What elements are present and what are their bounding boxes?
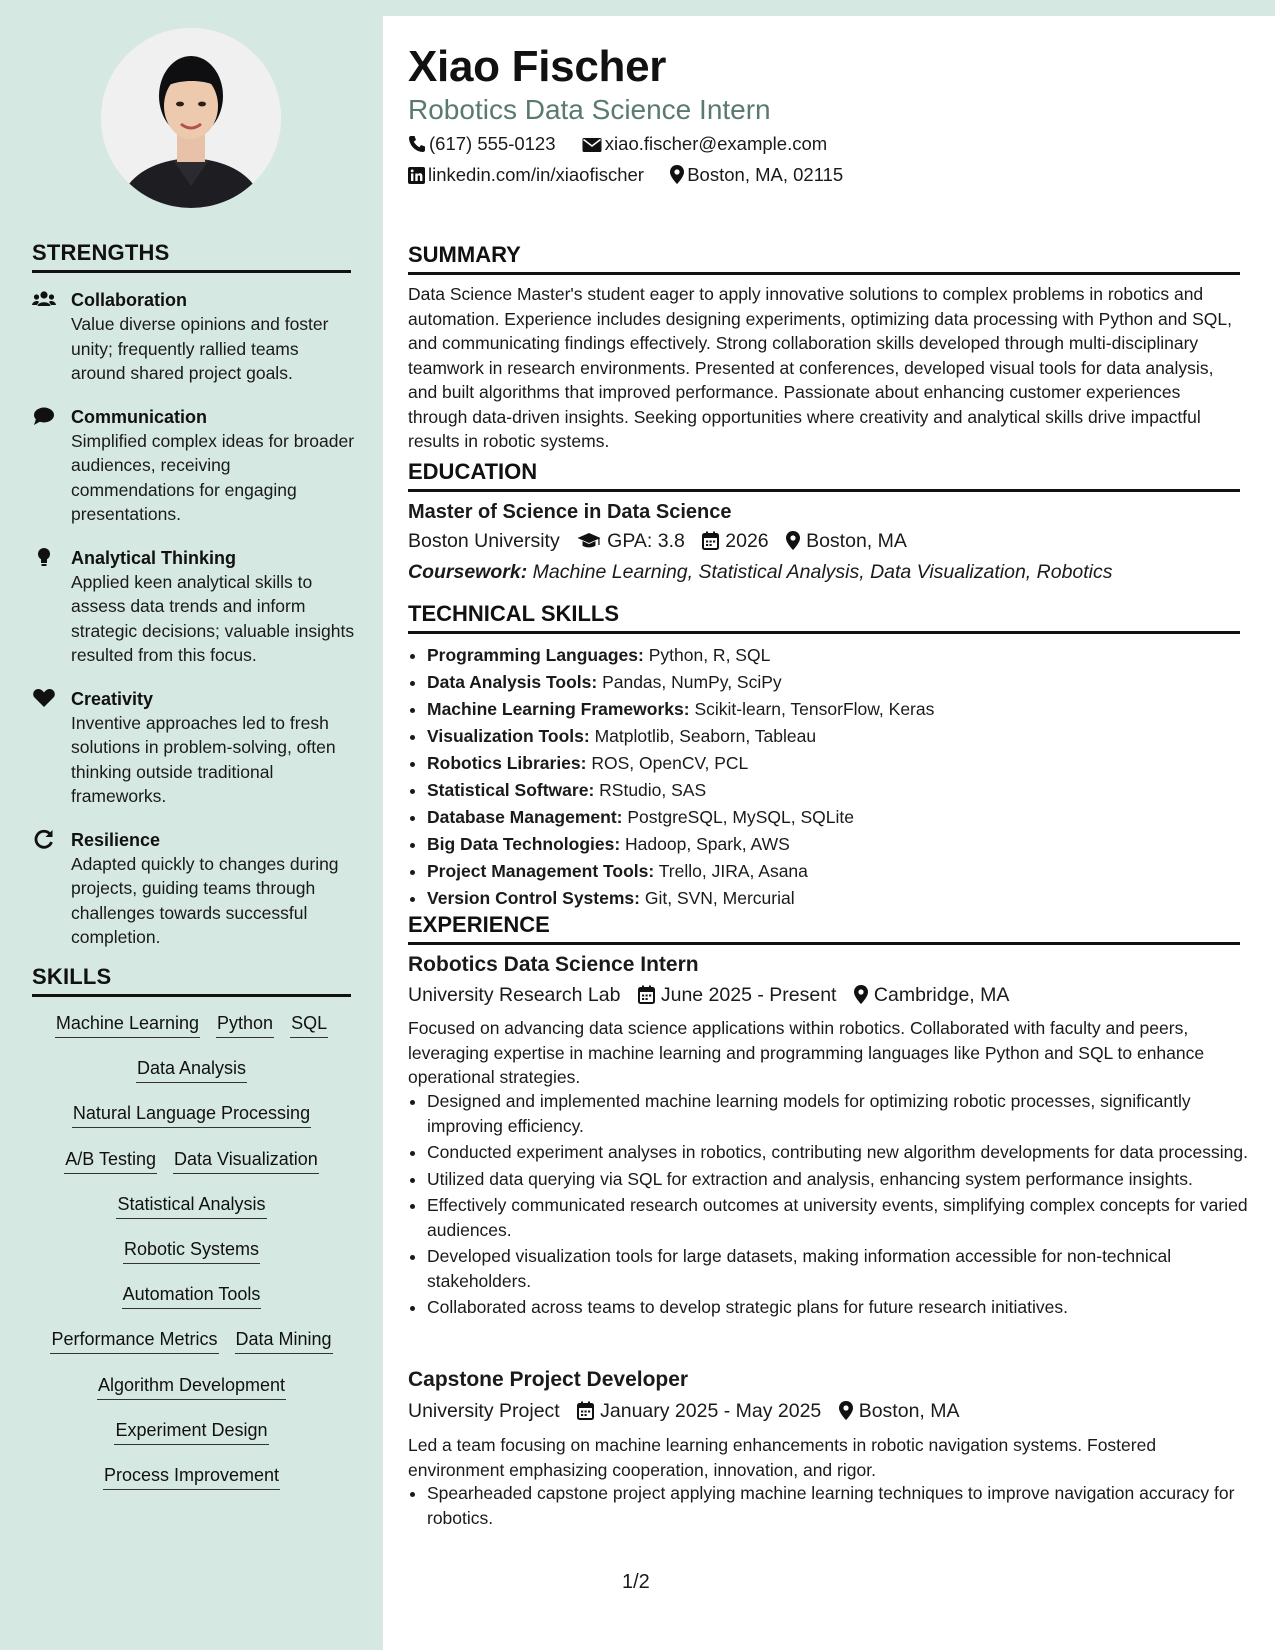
summary-text: Data Science Master's student eager to apply innovative solutions to complex problems in robotics and automation. Experience includes designing experiments, optimizing data processing with Python and SQL, and communicating findings effectively. Strong collaboration skills developed through multi-disciplinary teamwork in research environments. Presented at conferences, developed visual tools for data analysis, and built algorithms that improved performance. Passionate about enhancing customer experiences through data-driven insights. Seeking opportunities where creativity and analytical skills drive impactful results in robotic systems. (408, 284, 1232, 451)
skill-row (20, 1328, 363, 1373)
skill-tag: Data Mining (235, 1328, 333, 1354)
page-number: 1/2 (622, 1571, 650, 1593)
list-item: • Developed visualization tools for large datasets, making information accessible for non-technical stakeholders. (427, 1244, 1257, 1293)
strength-title: Resilience (71, 829, 161, 850)
skill-value: Matplotlib, Seaborn, Tableau (594, 726, 817, 746)
skill-tag: Natural Language Processing (72, 1102, 311, 1128)
skill-row (20, 1464, 363, 1509)
list-item (427, 696, 1257, 723)
skill-label: Data Analysis Tools: (427, 672, 598, 692)
contact-row-2 (408, 164, 843, 189)
skill-row (20, 1012, 363, 1057)
linkedin-icon (408, 167, 425, 189)
location-text: Boston, MA, 02115 (687, 164, 844, 185)
sidebar (0, 0, 383, 1650)
job-meta (408, 984, 1009, 1010)
skill-tag: Data Visualization (173, 1148, 319, 1174)
calendar-icon (577, 1401, 594, 1426)
list-item (427, 831, 1257, 858)
refresh-icon (32, 829, 56, 849)
strength-desc: Adapted quickly to changes during projects, guiding teams through challenges towards successful completion. (71, 853, 339, 947)
job-meta (408, 1400, 960, 1426)
strength-item (32, 828, 357, 950)
skill-value: Hadoop, Spark, AWS (625, 834, 790, 854)
skill-tag: Machine Learning (55, 1012, 200, 1038)
users-icon (32, 289, 56, 309)
school-location: Boston, MA (806, 530, 907, 552)
strength-title: Collaboration (71, 290, 187, 310)
linkedin-text[interactable]: linkedin.com/in/xiaofischer (428, 164, 644, 185)
skill-label: Visualization Tools: (427, 726, 590, 746)
list-item: • Conducted experiment analyses in robotics, contributing new algorithm developments for data processing. (427, 1140, 1257, 1165)
coursework-list: Machine Learning, Statistical Analysis, Data Visualization, Robotics (532, 561, 1113, 583)
job-title: Capstone Project Developer (408, 1368, 689, 1391)
skill-tag: Data Analysis (136, 1057, 247, 1083)
job-summary: Led a team focusing on machine learning enhancements in robotic navigation systems. Fostered environment emphasizing cooperation, innovation, and rigor. (408, 1435, 1157, 1480)
list-item (427, 885, 1257, 912)
skill-label: Big Data Technologies: (427, 834, 621, 854)
strength-item (32, 687, 357, 809)
candidate-name: Xiao Fischer (408, 42, 667, 91)
strength-title: Analytical Thinking (71, 547, 237, 568)
list-item (427, 642, 1257, 669)
skill-label: Project Management Tools: (427, 861, 655, 881)
list-item (427, 804, 1257, 831)
job-org: University Research Lab (408, 984, 621, 1006)
list-item: • Spearheaded capstone project applying machine learning techniques to improve navigation accuracy for robotics. (427, 1481, 1257, 1530)
strength-desc: Inventive approaches led to fresh solutions in problem-solving, often thinking outside traditional frameworks. (71, 712, 336, 806)
candidate-role: Robotics Data Science Intern (408, 94, 771, 125)
skill-row (20, 1374, 363, 1419)
experience-heading: EXPERIENCE (408, 912, 1240, 945)
list-item: • Designed and implemented machine learning models for optimizing robotic processes, significantly improving efficiency. (427, 1089, 1257, 1138)
skill-tag: Python (216, 1012, 274, 1038)
skill-label: Machine Learning Frameworks: (427, 699, 690, 719)
skill-value: Pandas, NumPy, SciPy (602, 672, 782, 692)
list-item (427, 669, 1257, 696)
skills-heading: SKILLS (32, 964, 351, 997)
coursework (408, 561, 1113, 584)
graduation-cap-icon (577, 532, 601, 556)
skill-row (20, 1238, 363, 1283)
main-content (383, 16, 1275, 1650)
phone-icon (408, 135, 426, 158)
skill-value: RStudio, SAS (599, 780, 707, 800)
strength-desc: Simplified complex ideas for broader audiences, receiving commendations for engaging presentations. (71, 430, 355, 524)
summary-heading: SUMMARY (408, 242, 1240, 275)
skill-value: PostgreSQL, MySQL, SQLite (627, 807, 854, 827)
comment-icon (32, 406, 56, 426)
skill-tag: Automation Tools (122, 1283, 262, 1309)
contact-row-1 (408, 133, 827, 158)
list-item (427, 777, 1257, 804)
technical-skills-list (408, 642, 1257, 912)
map-pin-icon (786, 531, 800, 556)
strength-desc: Value diverse opinions and foster unity; frequently rallied teams around shared project goals. (71, 314, 329, 383)
skill-value: Scikit-learn, TensorFlow, Keras (694, 699, 935, 719)
skill-tag: A/B Testing (64, 1148, 157, 1174)
skill-row (20, 1193, 363, 1238)
map-pin-icon (839, 1401, 853, 1426)
skill-tag: Robotic Systems (123, 1238, 260, 1264)
strength-title: Communication (71, 406, 208, 427)
gpa: GPA: 3.8 (607, 530, 685, 552)
job-bullets (408, 1481, 1257, 1532)
strength-item (32, 546, 357, 668)
phone-text: (617) 555-0123 (429, 133, 556, 154)
job-org: University Project (408, 1400, 560, 1422)
skill-value: Trello, JIRA, Asana (658, 861, 808, 881)
skill-tag: Statistical Analysis (116, 1193, 266, 1219)
skills-tags (20, 1012, 363, 1509)
map-pin-icon (854, 985, 868, 1010)
technical-skills-heading: TECHNICAL SKILLS (408, 601, 1240, 634)
list-item (427, 723, 1257, 750)
email-text[interactable]: xiao.fischer@example.com (604, 133, 828, 154)
skill-label: Robotics Libraries: (427, 753, 587, 773)
coursework-label: Coursework: (408, 561, 528, 583)
skill-row (20, 1419, 363, 1464)
skill-tag: Experiment Design (114, 1419, 268, 1445)
job-summary: Focused on advancing data science applications within robotics. Collaborated with faculty and peers, leveraging expertise in machine learning and programming languages like Python and SQL to enhance operational strategies. (408, 1018, 1205, 1087)
skill-row (20, 1283, 363, 1328)
skill-label: Database Management: (427, 807, 623, 827)
heart-icon (32, 688, 56, 708)
school-name: Boston University (408, 530, 560, 552)
list-item: • Utilized data querying via SQL for extraction and analysis, enhancing system performance insights. (427, 1167, 1257, 1192)
strength-desc: Applied keen analytical skills to assess data trends and inform strategic decisions; valuable insights resulted from this focus. (71, 571, 355, 665)
strength-item (32, 288, 357, 386)
skill-row (20, 1057, 363, 1102)
job-location: Boston, MA (858, 1400, 960, 1422)
envelope-icon (582, 136, 602, 158)
skill-tag: SQL (290, 1012, 328, 1038)
job-bullets (408, 1089, 1257, 1322)
skill-value: Git, SVN, Mercurial (644, 888, 795, 908)
education-heading: EDUCATION (408, 459, 1240, 492)
strength-title: Creativity (71, 688, 154, 709)
strengths-heading: STRENGTHS (32, 240, 351, 273)
skill-label: Programming Languages: (427, 645, 644, 665)
list-item: • Collaborated across teams to develop strategic plans for future research initiatives. (427, 1295, 1257, 1320)
skill-value: Python, R, SQL (648, 645, 771, 665)
skill-label: Statistical Software: (427, 780, 595, 800)
job-title: Robotics Data Science Intern (408, 953, 699, 976)
map-pin-icon (670, 165, 684, 189)
degree-title: Master of Science in Data Science (408, 501, 732, 523)
skill-tag: Process Improvement (103, 1464, 280, 1490)
graduation-year: 2026 (725, 530, 769, 552)
skill-tag: Algorithm Development (97, 1374, 286, 1400)
job-dates: January 2025 - May 2025 (600, 1400, 822, 1422)
strength-item (32, 405, 357, 527)
skill-row (20, 1102, 363, 1147)
list-item (427, 750, 1257, 777)
job-location: Cambridge, MA (873, 984, 1010, 1006)
calendar-icon (702, 531, 719, 556)
skill-label: Version Control Systems: (427, 888, 640, 908)
list-item: • Effectively communicated research outcomes at university events, simplifying complex concepts for varied audiences. (427, 1193, 1257, 1242)
lightbulb-icon (32, 547, 56, 567)
strengths-list (32, 288, 357, 969)
skill-row (20, 1148, 363, 1193)
education-meta (408, 530, 907, 556)
job-dates: June 2025 - Present (660, 984, 837, 1006)
avatar (101, 28, 281, 208)
skill-tag: Performance Metrics (50, 1328, 218, 1354)
skill-value: ROS, OpenCV, PCL (591, 753, 749, 773)
list-item (427, 858, 1257, 885)
calendar-icon (638, 985, 655, 1010)
